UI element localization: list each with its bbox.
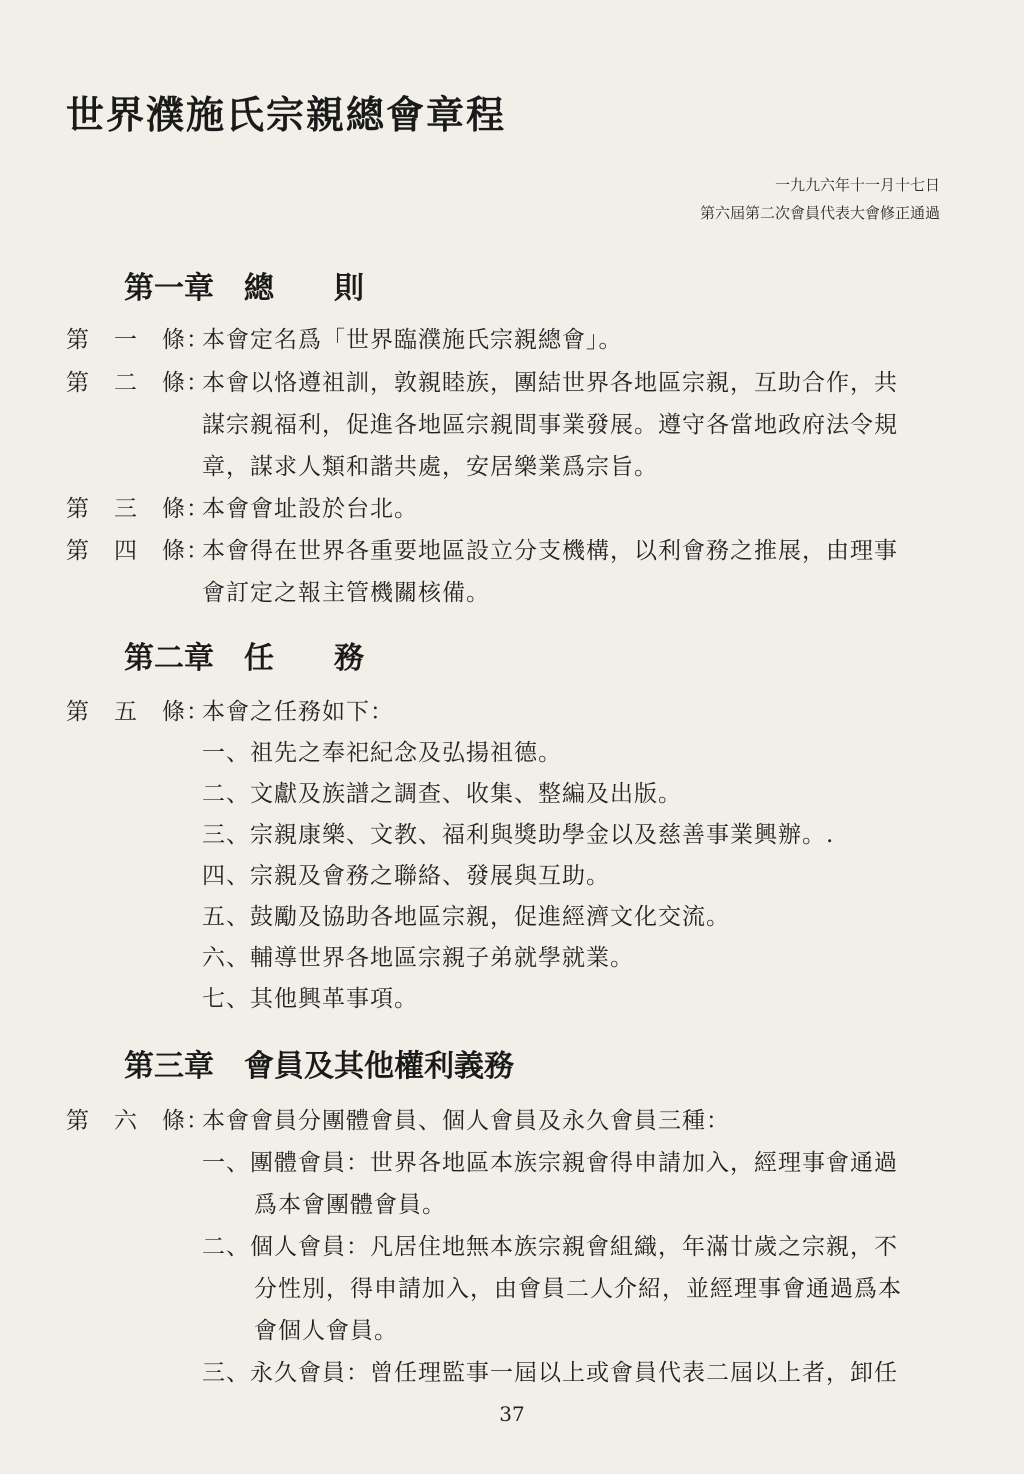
membership-group: 一、團體會員：世界各地區本族宗親會得申請加入，經理事會通過: [202, 1150, 898, 1176]
list-item: 四、宗親及會務之聯絡、發展與互助。: [202, 863, 610, 889]
page-number: 37: [499, 1402, 525, 1426]
chapter-2-heading: 第二章 任 務: [124, 641, 364, 676]
membership-individual: 二、個人會員：凡居住地無本族宗親會組織，年滿廿歲之宗親，不: [202, 1234, 898, 1260]
membership-individual: 分性別，得申請加入，由會員二人介紹，並經理事會通過爲本: [254, 1276, 902, 1302]
article-2-text: 謀宗親福利，促進各地區宗親間事業發展。遵守各當地政府法令規: [202, 412, 898, 438]
article-3-text: 本會會址設於台北。: [202, 496, 418, 522]
list-item: 一、祖先之奉祀紀念及弘揚祖德。: [202, 740, 562, 766]
chapter-3-heading: 第三章 會員及其他權利義務: [124, 1049, 514, 1084]
article-2-text: 本會以恪遵祖訓，敦親睦族，團結世界各地區宗親，互助合作，共: [202, 370, 898, 396]
list-item: 七、其他興革事項。: [202, 986, 418, 1012]
article-5-text: 本會之任務如下：: [202, 699, 394, 725]
article-3-label: 第 三 條：: [66, 496, 210, 522]
membership-group: 爲本會團體會員。: [254, 1192, 446, 1218]
article-2-label: 第 二 條：: [66, 370, 210, 396]
article-1-label: 第 一 條：: [66, 327, 210, 353]
list-item: 三、宗親康樂、文教、福利與獎助學金以及慈善事業興辦。.: [202, 822, 835, 848]
article-6-text: 本會會員分團體會員、個人會員及永久會員三種：: [202, 1108, 730, 1134]
article-2-text: 章，謀求人類和諧共處，安居樂業爲宗旨。: [202, 454, 658, 480]
article-1-text: 本會定名爲「世界臨濮施氏宗親總會」。: [202, 327, 623, 353]
list-item: 二、文獻及族譜之調查、收集、整編及出版。: [202, 781, 682, 807]
revision-note: 第六屆第二次會員代表大會修正通過: [699, 204, 940, 222]
article-4-text: 會訂定之報主管機關核備。: [202, 580, 490, 606]
list-item: 六、輔導世界各地區宗親子弟就學就業。: [202, 945, 634, 971]
membership-permanent: 三、永久會員：曾任理監事一屆以上或會員代表二屆以上者，卸任: [202, 1360, 898, 1386]
article-4-label: 第 四 條：: [66, 538, 210, 564]
list-item: 五、鼓勵及協助各地區宗親，促進經濟文化交流。: [202, 904, 730, 930]
document-title: 世界濮施氏宗親總會章程: [66, 92, 507, 137]
article-5-label: 第 五 條：: [66, 699, 210, 725]
article-4-text: 本會得在世界各重要地區設立分支機構，以利會務之推展，由理事: [202, 538, 898, 564]
article-6-label: 第 六 條：: [66, 1108, 210, 1134]
revision-date: 一九九六年十一月十七日: [774, 176, 940, 194]
membership-individual: 會個人會員。: [254, 1318, 398, 1344]
chapter-1-heading: 第一章 總 則: [124, 271, 364, 306]
